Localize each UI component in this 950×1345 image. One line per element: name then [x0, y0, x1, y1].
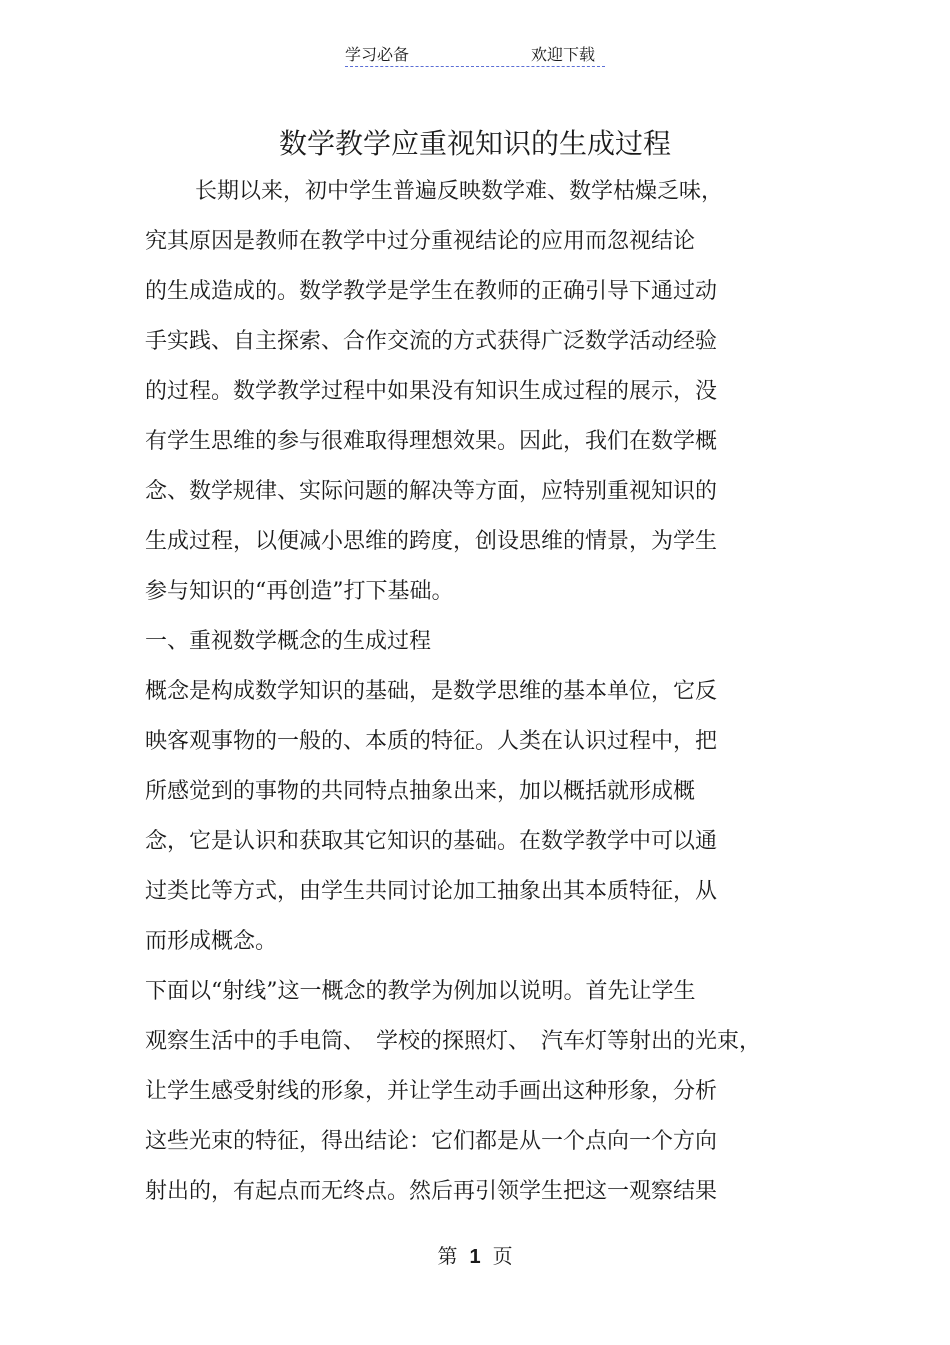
page-prefix: 第: [437, 1244, 458, 1268]
body-line: 的生成造成的。数学教学是学生在教师的正确引导下通过动: [145, 279, 718, 304]
page-suffix: 页: [492, 1244, 513, 1268]
body-line: 而形成概念。: [145, 929, 278, 954]
body-line: 概念是构成数学知识的基础，是数学思维的基本单位，它反: [145, 679, 718, 704]
body-line: 有学生思维的参与很难取得理想效果。因此，我们在数学概: [145, 429, 718, 454]
body-line: 让学生感受射线的形象，并让学生动手画出这种形象，分析: [145, 1079, 718, 1104]
page-number: 1: [469, 1246, 481, 1268]
body-line: 参与知识的“再创造”打下基础。: [145, 579, 454, 604]
body-line: 映客观事物的一般的、本质的特征。人类在认识过程中，把: [145, 729, 718, 754]
body-line: 的过程。数学教学过程中如果没有知识生成过程的展示，没: [145, 379, 718, 404]
body-line: 长期以来，初中学生普遍反映数学难、数学枯燥乏味，: [195, 179, 724, 204]
section-heading: 一、重视数学概念的生成过程: [145, 629, 432, 654]
body-line: 过类比等方式，由学生共同讨论加工抽象出其本质特征，从: [145, 879, 718, 904]
body-line: 下面以“射线”这一概念的教学为例加以说明。首先让学生: [145, 979, 696, 1004]
body-line: 射出的，有起点而无终点。然后再引领学生把这一观察结果: [145, 1179, 718, 1204]
body-line: 究其原因是教师在教学中过分重视结论的应用而忽视结论: [145, 229, 696, 254]
body-line: 这些光束的特征，得出结论：它们都是从一个点向一个方向: [145, 1129, 718, 1154]
document-title: 数学教学应重视知识的生成过程: [278, 127, 671, 160]
page-header: [345, 40, 605, 67]
body-line: 念、数学规律、实际问题的解决等方面，应特别重视知识的: [145, 479, 718, 504]
page-footer: [0, 1240, 950, 1269]
body-line: 生成过程，以便减小思维的跨度，创设思维的情景，为学生: [145, 529, 718, 554]
body-line: 观察生活中的手电筒、 学校的探照灯、 汽车灯等射出的光束，: [145, 1029, 762, 1054]
body-line: 所感觉到的事物的共同特点抽象出来，加以概括就形成概: [145, 779, 696, 804]
body-line: 念，它是认识和获取其它知识的基础。在数学教学中可以通: [145, 829, 718, 854]
header-right-text: 欢迎下载: [531, 45, 596, 64]
body-line: 手实践、自主探索、合作交流的方式获得广泛数学活动经验: [145, 329, 718, 354]
header-left-text: 学习必备: [345, 45, 410, 64]
